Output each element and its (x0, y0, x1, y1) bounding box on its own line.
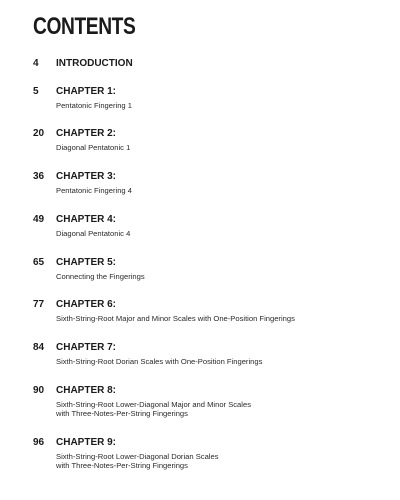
toc-page-number: 4 (33, 58, 39, 69)
toc-page-number: 20 (33, 128, 45, 139)
toc-page-number: 36 (33, 171, 45, 182)
toc-subtitle: Connecting the Fingerings (56, 272, 145, 281)
toc-heading: CHAPTER 1: (56, 86, 117, 97)
toc-subtitle: Diagonal Pentatonic 1 (56, 143, 131, 152)
toc-heading: INTRODUCTION (56, 58, 133, 69)
toc-page-number: 77 (33, 299, 45, 310)
toc-heading: CHAPTER 6: (56, 299, 117, 310)
page-title: CONTENTS (33, 13, 136, 40)
toc-subtitle: Sixth-String-Root Lower-Diagonal Dorian Scales (56, 452, 219, 461)
toc-subtitle: Pentatonic Fingering 4 (56, 186, 132, 195)
toc-heading: CHAPTER 7: (56, 342, 117, 353)
toc-subtitle: with Three-Notes-Per-String Fingerings (56, 409, 188, 418)
toc-page-number: 65 (33, 257, 45, 268)
toc-heading: CHAPTER 9: (56, 437, 117, 448)
toc-heading: CHAPTER 5: (56, 257, 117, 268)
toc-page-number: 5 (33, 86, 39, 97)
toc-page-number: 84 (33, 342, 45, 353)
toc-subtitle: Diagonal Pentatonic 4 (56, 229, 131, 238)
toc-page-number: 90 (33, 385, 45, 396)
toc-heading: CHAPTER 8: (56, 385, 117, 396)
toc-subtitle: with Three-Notes-Per-String Fingerings (56, 461, 188, 470)
toc-heading: CHAPTER 4: (56, 214, 117, 225)
toc-heading: CHAPTER 3: (56, 171, 117, 182)
toc-page-number: 49 (33, 214, 45, 225)
toc-subtitle: Sixth-String-Root Dorian Scales with One-Position Fingerings (56, 357, 263, 366)
toc-subtitle: Sixth-String-Root Lower-Diagonal Major and Minor Scales (56, 400, 251, 409)
toc-heading: CHAPTER 2: (56, 128, 117, 139)
toc-subtitle: Sixth-String-Root Major and Minor Scales with One-Position Fingerings (56, 314, 295, 323)
toc-page-number: 96 (33, 437, 45, 448)
toc-subtitle: Pentatonic Fingering 1 (56, 101, 132, 110)
